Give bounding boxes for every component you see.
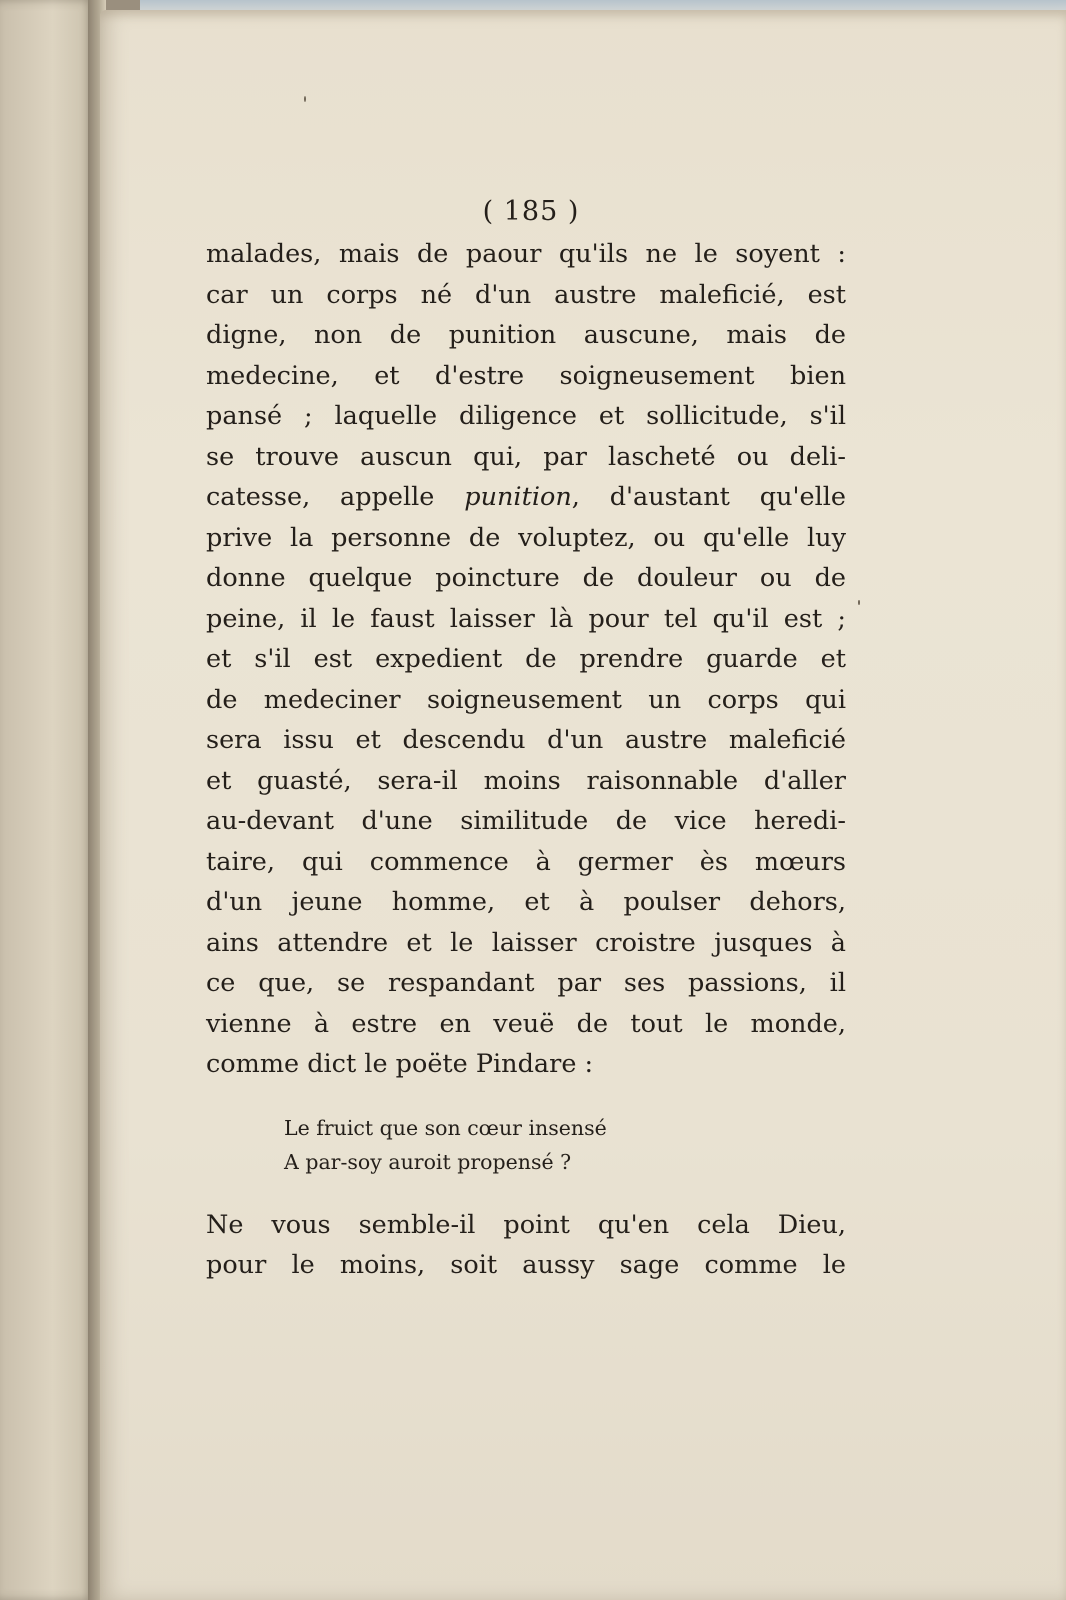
text-line: prive la personne de voluptez, ou qu'elle luy [206,522,846,553]
text-line: vienne à estre en veuë de tout le monde, [206,1008,846,1039]
text-line: d'un jeune homme, et à poulser dehors, [206,887,846,917]
verse-quote [284,1111,846,1179]
verse-line: Le fruict que son cœur insensé [284,1115,607,1140]
text-line: car un corps né d'un austre maleficié, est [206,279,846,310]
text-line: malades, mais de paour qu'ils ne le soyent : [206,239,846,269]
text-line: comme dict le poëte Pindare : [206,1049,594,1079]
paragraph [206,234,846,1085]
text-line: ains attendre et le laisser croistre jusques à [206,927,846,958]
text-line: au-devant d'une similitude de vice heredi- [206,806,846,836]
text-line: se trouve auscun qui, par lascheté ou deli- [206,441,846,472]
paper-speck [858,600,860,605]
continuation-paragraph [206,1205,846,1286]
text-line: taire, qui commence à germer ès mœurs [206,846,846,877]
text-segment: , d'austant qu'elle [571,482,846,512]
text-segment: catesse, appelle [206,482,465,512]
text-line: Ne vous semble-il point qu'en cela Dieu, [206,1209,846,1240]
text-line: pour le moins, soit aussy sage comme le [206,1250,846,1280]
text-line: ce que, se respandant par ses passions, il [206,968,846,998]
text-line: donne quelque poincture de douleur ou de [206,563,846,593]
text-line: et s'il est expedient de prendre guarde et [206,644,846,674]
page-text [206,190,846,1286]
text-line: peine, il le faust laisser là pour tel qu'il est ; [206,603,846,634]
verse-line: A par-soy auroit propensé ? [284,1149,572,1174]
text-line: digne, non de punition auscune, mais de [206,320,846,350]
italic-word: punition [464,482,572,512]
paper-speck [304,96,306,102]
text-line: pansé ; laquelle diligence et sollicitude, s'il [206,401,846,431]
text-line: et guasté, sera-il moins raisonnable d'aller [206,765,846,796]
text-line: medecine, et d'estre soigneusement bien [206,360,846,391]
left-page-edge [0,0,96,1600]
page-number: ( 185 ) [482,196,580,227]
text-line-with-italic [206,477,846,518]
text-line: sera issu et descendu d'un austre maleficié [206,725,846,755]
text-line: de medeciner soigneusement un corps qui [206,684,846,715]
